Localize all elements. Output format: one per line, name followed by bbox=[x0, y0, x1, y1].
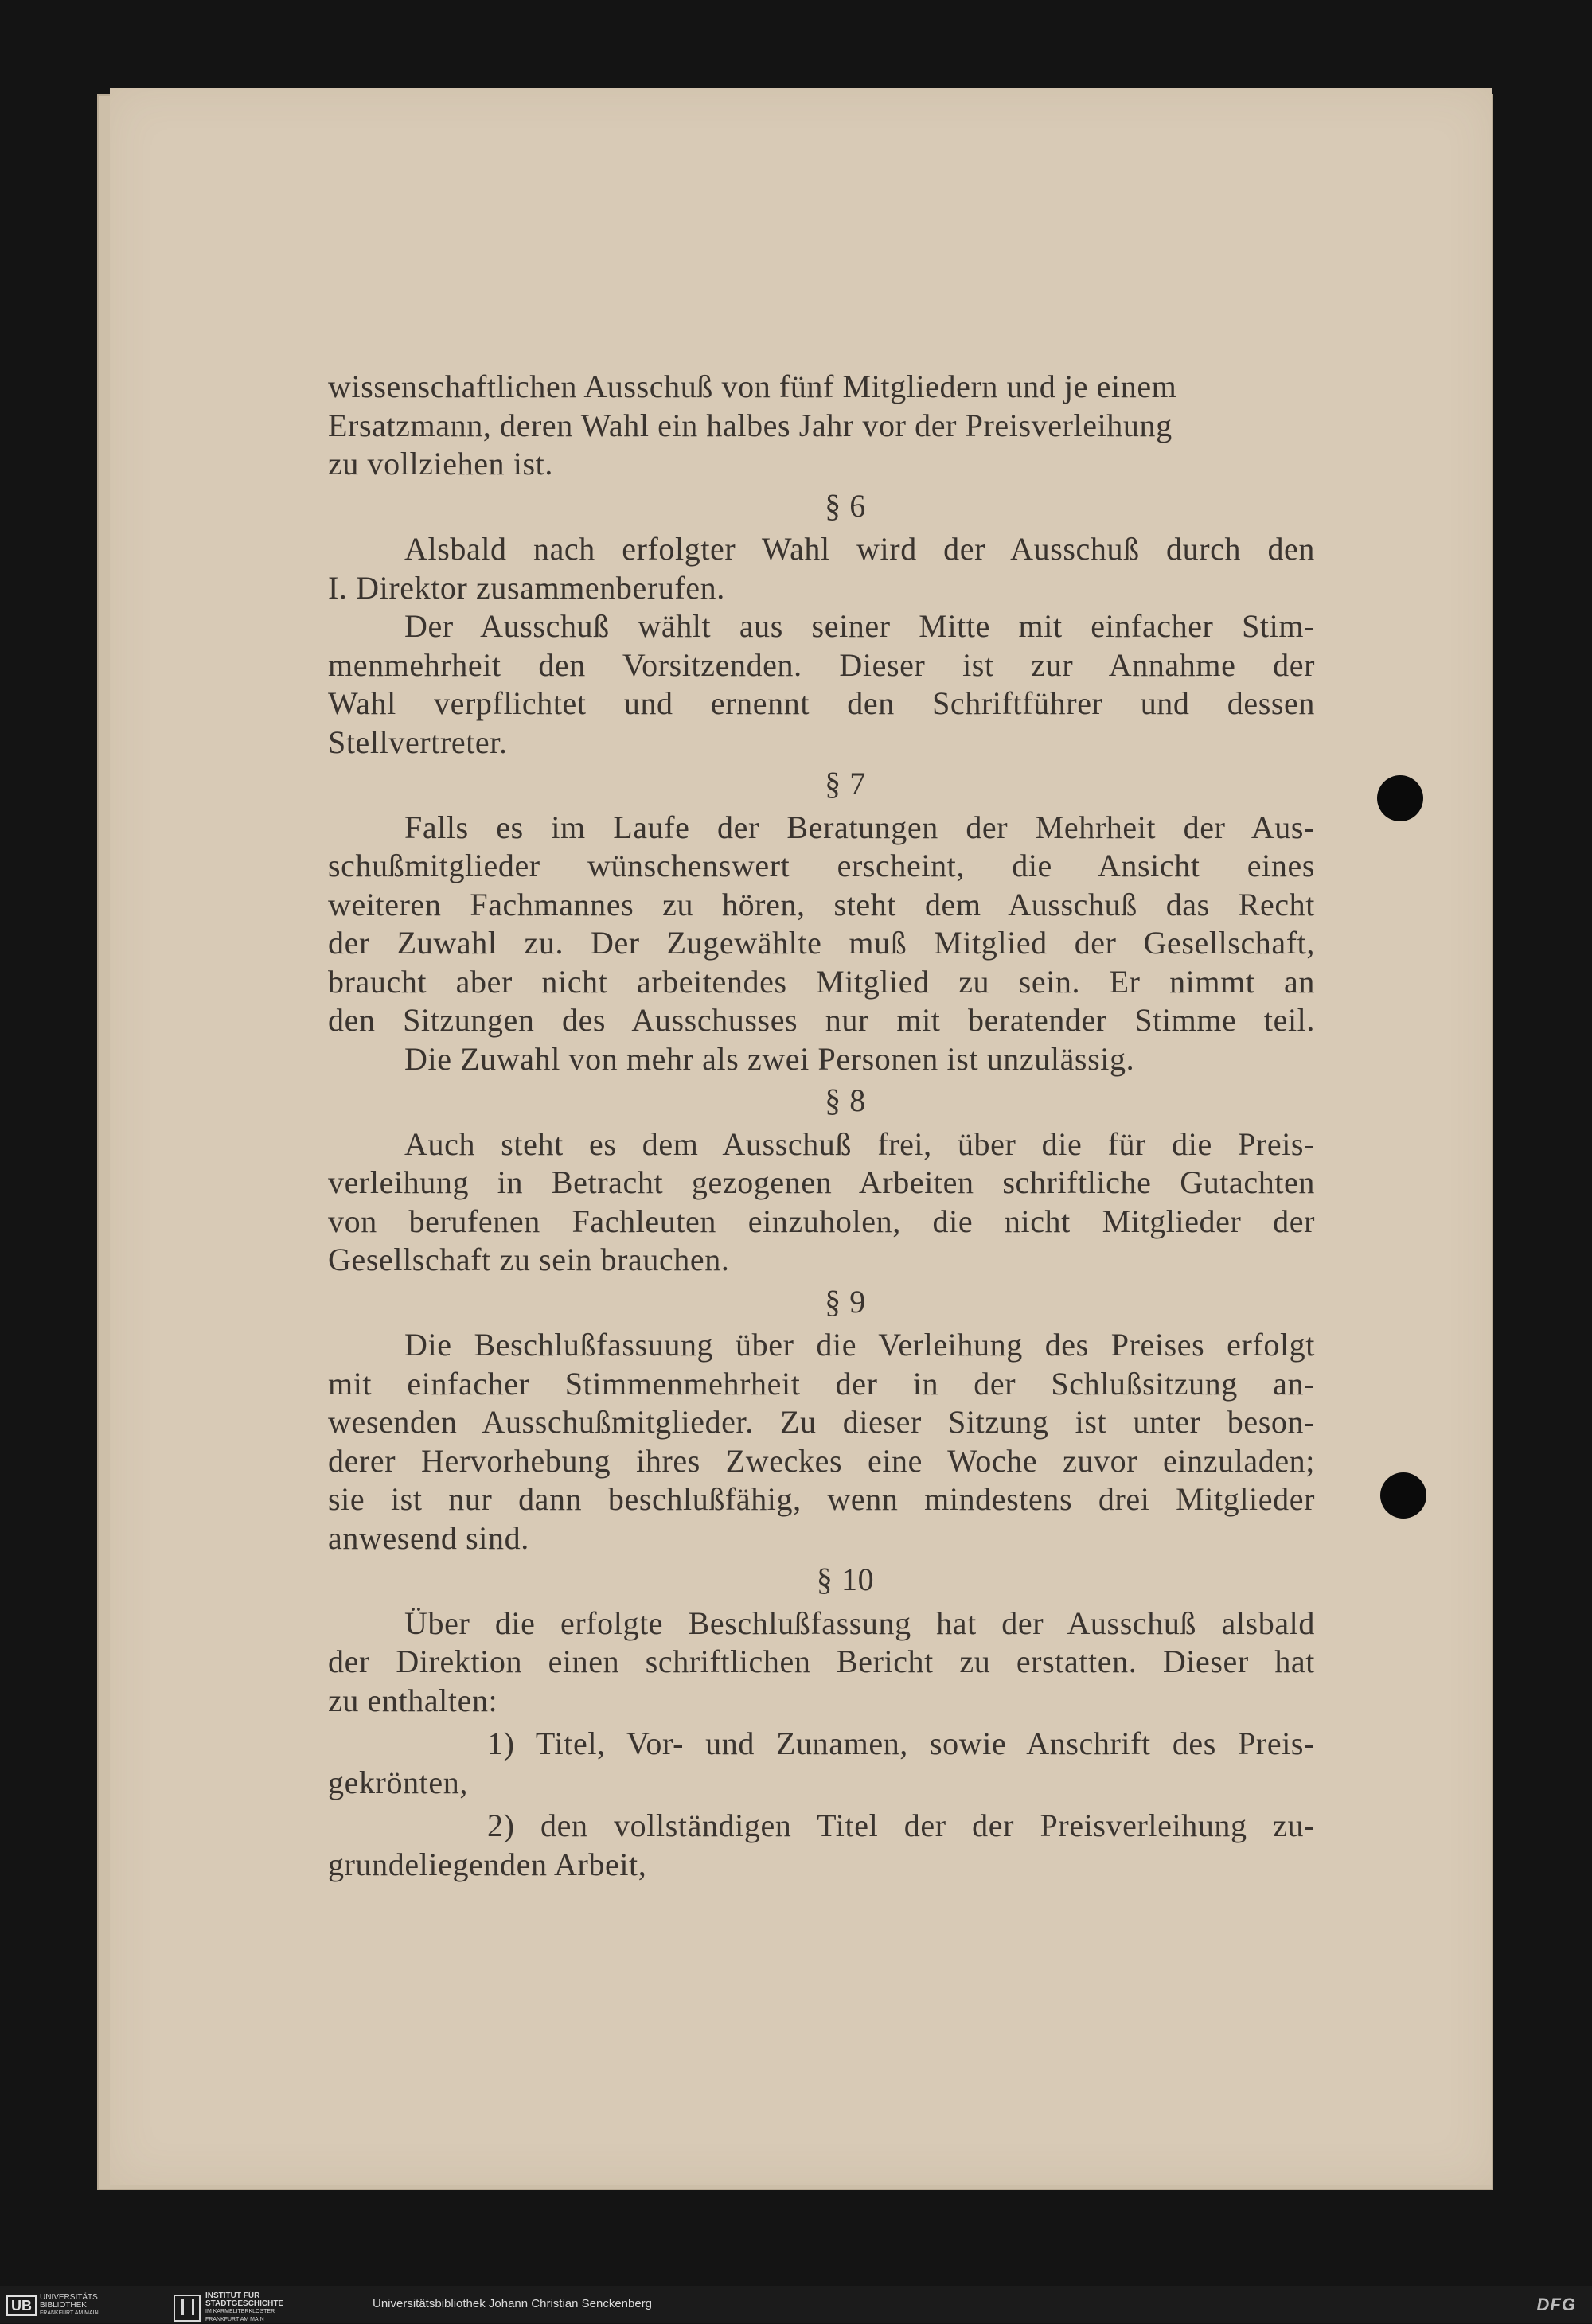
section-heading-10: § 10 bbox=[816, 1562, 875, 1597]
paragraph-section7-1 bbox=[328, 809, 1315, 1040]
section-heading-9: § 9 bbox=[825, 1283, 866, 1320]
text-line: verleihung in Betracht gezogenen Arbeiten schriftliche Gutachten bbox=[328, 1164, 1315, 1200]
text-line: Über die erfolgte Beschlußfassung hat der Ausschuß alsbald bbox=[404, 1605, 1315, 1641]
text-line: anwesend sind. bbox=[328, 1519, 529, 1556]
paragraph-section6-1 bbox=[328, 530, 1315, 607]
list-item-1 bbox=[328, 1725, 1315, 1802]
paragraph-section5-tail bbox=[328, 368, 1315, 484]
text-line: mit einfacher Stimmenmehrheit der in der Schlußsitzung an- bbox=[328, 1365, 1315, 1402]
text-line: derer Hervorhebung ihres Zweckes eine Woche zuvor einzuladen; bbox=[328, 1442, 1315, 1479]
ub-text-line: FRANKFURT AM MAIN bbox=[40, 2310, 99, 2316]
text-line: Die Beschlußfassuung über die Verleihung des Preises erfolgt bbox=[404, 1327, 1315, 1363]
library-name-link[interactable]: Universitätsbibliothek Johann Christian Senckenberg bbox=[373, 2297, 653, 2310]
ifs-text-line: FRANKFURT AM MAIN bbox=[205, 2317, 264, 2322]
text-line: Gesellschaft zu sein brauchen. bbox=[328, 1242, 730, 1277]
section-heading-6: § 6 bbox=[825, 487, 866, 524]
ifs-logo-icon bbox=[174, 2295, 201, 2322]
paragraph-section7-2 bbox=[328, 1040, 1315, 1079]
text-line: der Direktion einen schriftlichen Bericht zu erstatten. Dieser hat bbox=[328, 1644, 1315, 1679]
text-line: von berufenen Fachleuten einzuholen, die nicht Mitglieder der bbox=[328, 1203, 1315, 1239]
punch-hole-upper bbox=[1377, 775, 1423, 821]
text-line: zu enthalten: bbox=[328, 1682, 498, 1718]
ub-text-line: BIBLIOTHEK bbox=[40, 2301, 87, 2310]
ub-logo[interactable] bbox=[6, 2294, 99, 2318]
text-line: 1) Titel, Vor- und Zunamen, sowie Anschrift des Preis- bbox=[487, 1725, 1315, 1761]
document-text bbox=[328, 368, 1315, 1884]
text-line: Die Zuwahl von mehr als zwei Personen ist unzulässig. bbox=[404, 1040, 1135, 1077]
punch-hole-lower bbox=[1380, 1472, 1426, 1519]
text-line: Der Ausschuß wählt aus seiner Mitte mit einfacher Stim- bbox=[404, 608, 1315, 644]
text-line: der Zuwahl zu. Der Zugewählte muß Mitglied der Gesellschaft, bbox=[328, 925, 1315, 961]
ub-logo-mark: UB bbox=[6, 2295, 37, 2316]
text-line: zu vollziehen ist. bbox=[328, 446, 553, 482]
ifs-text-line: INSTITUT FÜR bbox=[205, 2291, 260, 2300]
footer-bar bbox=[0, 2286, 1592, 2323]
text-line: Alsbald nach erfolgter Wahl wird der Ausschuß durch den bbox=[404, 531, 1315, 567]
text-line: Auch steht es dem Ausschuß frei, über die für die Preis- bbox=[404, 1125, 1315, 1162]
text-line: 2) den vollständigen Titel der der Preisverleihung zu- bbox=[487, 1807, 1315, 1843]
ifs-text-line: IM KARMELITERKLOSTER bbox=[205, 2309, 275, 2314]
paragraph-section9-1 bbox=[328, 1326, 1315, 1558]
text-line: gekrönten, bbox=[328, 1764, 468, 1800]
list-item-2 bbox=[328, 1807, 1315, 1884]
ub-text-line: UNIVERSITÄTS bbox=[40, 2293, 98, 2302]
paragraph-section10-1 bbox=[328, 1605, 1315, 1721]
text-line: weiteren Fachmannes zu hören, steht dem Ausschuß das Recht bbox=[328, 886, 1315, 922]
text-line: menmehrheit den Vorsitzenden. Dieser ist zur Annahme der bbox=[328, 646, 1315, 683]
text-line: schußmitglieder wünschenswert erscheint, die Ansicht eines bbox=[328, 848, 1315, 883]
text-line: wissenschaftlichen Ausschuß von fünf Mitgliedern und je einem bbox=[328, 368, 1177, 404]
text-line: Stellvertreter. bbox=[328, 723, 508, 760]
text-line: sie ist nur dann beschlußfähig, wenn mindestens drei Mitglieder bbox=[328, 1481, 1315, 1517]
text-line: Ersatzmann, deren Wahl ein halbes Jahr vor der Preisverleihung bbox=[328, 407, 1173, 443]
ub-logo-text bbox=[40, 2294, 99, 2318]
paragraph-section6-2 bbox=[328, 607, 1315, 762]
text-line: I. Direktor zusammenberufen. bbox=[328, 569, 725, 606]
ifs-logo[interactable] bbox=[174, 2292, 283, 2324]
ifs-text-line: STADTGESCHICHTE bbox=[205, 2299, 284, 2308]
text-line: braucht aber nicht arbeitendes Mitglied zu sein. Er nimmt an bbox=[328, 963, 1315, 1000]
dfg-logo[interactable]: DFG bbox=[1536, 2295, 1576, 2314]
text-line: Falls es im Laufe der Beratungen der Mehrheit der Aus- bbox=[404, 809, 1315, 845]
ifs-logo-text bbox=[205, 2292, 283, 2324]
text-line: den Sitzungen des Ausschusses nur mit beratender Stimme teil. bbox=[328, 1002, 1315, 1038]
section-heading-8: § 8 bbox=[825, 1082, 866, 1118]
text-line: Wahl verpflichtet und ernennt den Schriftführer und dessen bbox=[328, 685, 1315, 721]
paragraph-section8-1 bbox=[328, 1125, 1315, 1280]
text-line: wesenden Ausschußmitglieder. Zu dieser Sitzung ist unter beson- bbox=[328, 1404, 1315, 1440]
text-line: grundeliegenden Arbeit, bbox=[328, 1846, 647, 1882]
section-heading-7: § 7 bbox=[825, 766, 866, 801]
